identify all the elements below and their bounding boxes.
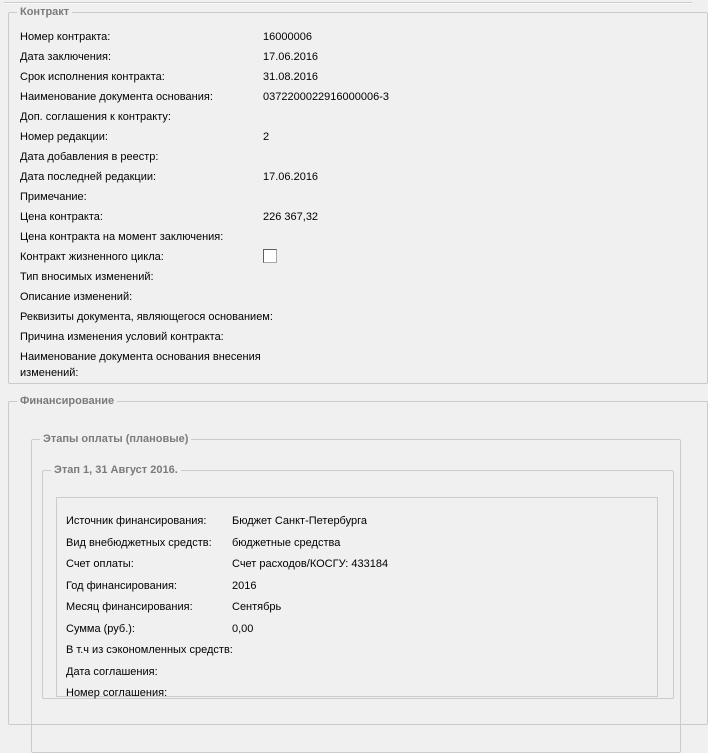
stage-field-row [66, 511, 657, 533]
stage-1-group [42, 464, 674, 699]
stage-field-row [66, 683, 657, 705]
contract-field-row [20, 187, 707, 207]
stage-field-row [66, 554, 657, 576]
field-label: Срок исполнения контракта: [20, 71, 165, 83]
contract-field-row [20, 87, 707, 107]
field-value: 31.08.2016 [263, 71, 319, 83]
stage-field-row [66, 576, 657, 598]
payment-stages-title: Этапы оплаты (плановые) [43, 433, 189, 445]
contract-field-row [20, 287, 707, 307]
contract-field-row [20, 167, 707, 187]
stage-1-details-box [56, 497, 658, 697]
field-label: Цена контракта на момент заключения: [20, 231, 224, 243]
stage-field-row [66, 619, 657, 641]
stage-field-row [66, 640, 657, 662]
contract-field-row [20, 27, 707, 47]
field-value: 0372200022916000006-3 [263, 91, 390, 103]
contract-field-row [20, 207, 707, 227]
financing-group-title: Финансирование [20, 395, 115, 407]
field-value: Бюджет Санкт-Петербурга [232, 515, 367, 527]
contract-group-title: Контракт [20, 6, 70, 18]
field-label: Месяц финансирования: [66, 601, 193, 613]
contract-field-row [20, 147, 707, 167]
contract-field-row [20, 347, 707, 381]
contract-field-row [20, 327, 707, 347]
field-label: Вид внебюджетных средств: [66, 536, 212, 549]
contract-field-row [20, 47, 707, 67]
stage-field-row [66, 597, 657, 619]
field-label: Сумма (руб.): [66, 622, 135, 635]
field-label: Примечание: [20, 191, 87, 203]
contract-field-row [20, 247, 707, 267]
field-value: 17.06.2016 [263, 51, 319, 63]
field-label: Причина изменения условий контракта: [20, 331, 224, 343]
field-value: 16000006 [263, 31, 312, 43]
field-label: Номер контракта: [20, 31, 111, 43]
contract-group [8, 6, 708, 384]
lifecycle-checkbox[interactable] [263, 249, 277, 263]
field-label: Номер соглашения: [66, 687, 168, 699]
stage-field-row [66, 533, 657, 555]
financing-group [8, 395, 708, 725]
field-label: Дата добавления в реестр: [20, 151, 159, 163]
contract-field-row [20, 127, 707, 147]
stage-field-row [66, 662, 657, 684]
contract-field-list [20, 27, 707, 381]
field-value: 226 367,32 [263, 211, 319, 223]
field-label: Год финансирования: [66, 579, 177, 592]
stage-field-list [66, 511, 657, 705]
stage-1-title: Этап 1, 31 Август 2016. [54, 464, 178, 476]
field-value: бюджетные средства [232, 536, 341, 549]
payment-stages-group [31, 433, 681, 753]
field-label: Дата последней редакции: [20, 171, 157, 183]
field-value: Сентябрь [232, 601, 282, 613]
field-label: Счет оплаты: [66, 558, 134, 570]
contract-field-row [20, 307, 707, 327]
field-label: Тип вносимых изменений: [20, 271, 154, 283]
field-label: Доп. соглашения к контракту: [20, 111, 171, 123]
contract-field-row [20, 227, 707, 247]
contract-field-row [20, 267, 707, 287]
field-label: Цена контракта: [20, 211, 103, 223]
field-value: 2 [263, 131, 270, 143]
field-value: 2016 [232, 579, 257, 592]
field-label: Наименование документа основания: [20, 91, 213, 103]
field-label: Дата заключения: [20, 51, 112, 63]
field-label: Дата соглашения: [66, 665, 158, 678]
contract-field-row [20, 107, 707, 127]
field-label: Описание изменений: [20, 291, 133, 303]
contract-field-row [20, 67, 707, 87]
field-label: Контракт жизненного цикла: [20, 251, 164, 263]
top-divider [4, 2, 692, 4]
field-label: В т.ч из сэкономленных средств: [66, 644, 233, 656]
field-label: Номер редакции: [20, 131, 108, 143]
field-value: 0,00 [232, 622, 254, 635]
field-label: Наименование документа основания внесения изменений: [20, 351, 261, 379]
field-value: 17.06.2016 [263, 171, 319, 183]
field-value: Счет расходов/КОСГУ: 433184 [232, 558, 389, 570]
field-label: Реквизиты документа, являющегося основанием: [20, 311, 273, 323]
field-label: Источник финансирования: [66, 515, 207, 527]
